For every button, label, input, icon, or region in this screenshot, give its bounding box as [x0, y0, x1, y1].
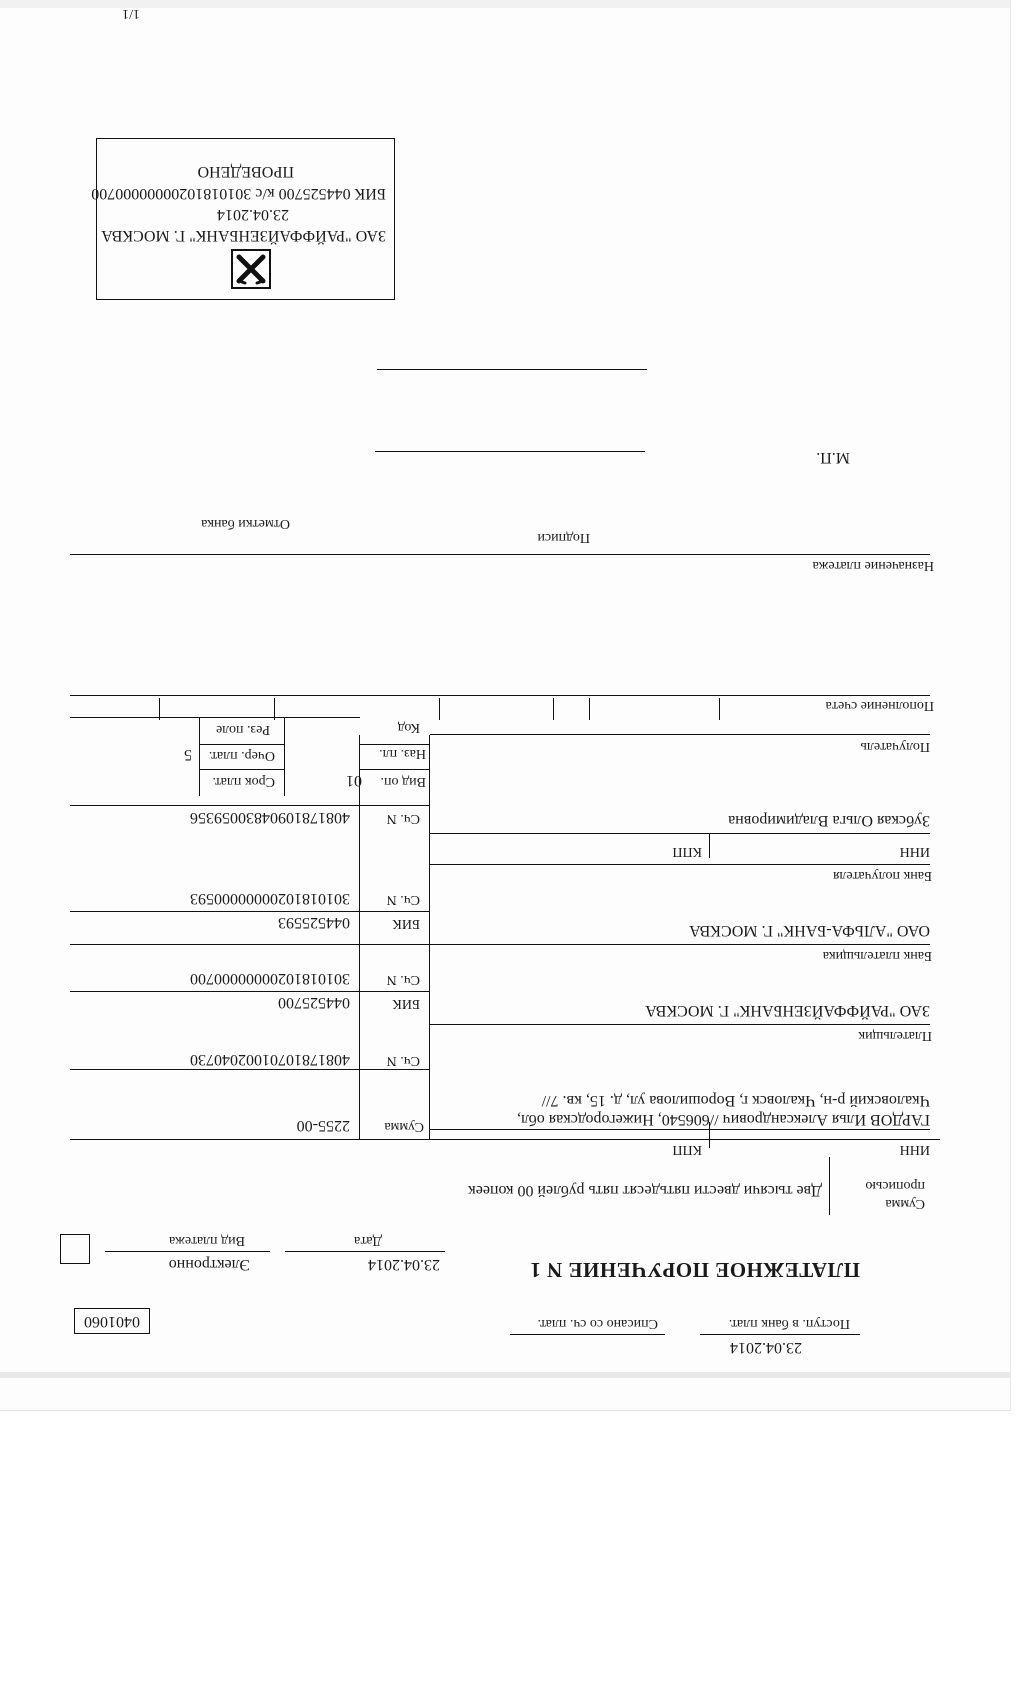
form-code-box: 0401060 [74, 1308, 150, 1334]
payee-bottom-line [430, 734, 930, 735]
tax-field-divider-1 [719, 698, 720, 720]
payee-bank-corr-label: Сч. N [386, 892, 420, 907]
date-value: 23.04.2014 [368, 1256, 440, 1273]
reserve-label: Рез. поле [215, 722, 270, 737]
payer-name-line-1: ГАРДОВ Илья Александрович //606540, Нижегородская обл, [517, 1111, 930, 1128]
payer-inn-label: ИНН [899, 1142, 930, 1157]
payee-account-value: 40817810904830059356 [190, 809, 350, 826]
payer-right-vertical [429, 735, 430, 1140]
signature-line-2 [377, 369, 647, 370]
stamp-bank-name: ЗАО "РАЙФФАЙЗЕНБАНК" Г. МОСКВА [101, 227, 386, 244]
codes-bottom-line [70, 717, 360, 718]
payee-kpp-label: КПП [672, 844, 702, 859]
tax-field-divider-2 [589, 698, 590, 720]
signatures-label: Подписи [537, 530, 590, 545]
payment-type-line [105, 1251, 270, 1252]
payer-bank-bik-line [70, 991, 430, 992]
date-label: Дата [354, 1233, 382, 1248]
payer-bank-bik-label: БИК [392, 996, 420, 1011]
tax-field-divider-3 [553, 698, 554, 720]
stamp-bik: БИК 044525700 к/с 30101810200000000700 [91, 185, 386, 202]
payer-sum-label: Сумма [384, 1119, 424, 1134]
payer-caption: Плательщик [858, 1028, 932, 1043]
payee-bank-corr-value: 30101810200000000593 [190, 890, 350, 907]
amount-words-label-2: прописью [865, 1178, 925, 1193]
codes-vertical-1 [284, 718, 285, 796]
payee-inn-line [430, 833, 930, 834]
purpose-caption: Назначение платежа [812, 558, 934, 573]
codes-vertical-2 [199, 718, 200, 796]
payment-type-label: Вид платежа [168, 1233, 245, 1248]
stamp-date: 23.04.2014 [217, 206, 289, 223]
purpose-bottom-line [70, 554, 930, 555]
payee-bank-bik-value: 044525593 [278, 914, 350, 931]
purpose-top-caption: Пополнение счета [825, 698, 934, 713]
code-label: Код [397, 720, 420, 735]
payer-sum-bottom-line [70, 1069, 430, 1070]
raiffeisen-logo-icon [231, 249, 271, 289]
payer-name-line-2: Чкаловский р-н, Чкаловск г, Ворошилова ул, д. 15, кв. 7// [541, 1092, 930, 1109]
payee-inn-divider [709, 834, 710, 858]
priority-value: 5 [184, 746, 192, 763]
amount-words-divider [829, 1157, 830, 1215]
tax-fields-bottom-line [70, 695, 930, 696]
payee-inn-label: ИНН [899, 844, 930, 859]
tax-field-divider-5 [274, 698, 275, 720]
checkbox-field [60, 1234, 90, 1264]
labels-right-vertical [359, 735, 360, 1140]
term-line [200, 769, 285, 770]
payer-bank-caption: Банк плательщика [822, 948, 932, 963]
payee-bank-caption: Банк получателя [833, 868, 932, 883]
bank-stamp [91, 138, 395, 300]
payer-sum-value: 2255-00 [296, 1117, 350, 1134]
payer-inn-line [430, 1129, 930, 1130]
payee-bank-bik-line [70, 911, 430, 912]
payer-account-value: 40817810701002040730 [190, 1051, 350, 1068]
payer-bottom-line [430, 1024, 930, 1025]
payer-bank-bottom-line [70, 944, 930, 945]
payment-type-value: Электронно [168, 1256, 250, 1273]
payer-bank-bik-value: 044525700 [278, 994, 350, 1011]
mp-label: М.П. [816, 449, 850, 466]
payee-bank-name: ОАО "АЛЬФА-БАНК" Г. МОСКВА [689, 922, 930, 939]
op-type-value: 01 [346, 772, 362, 789]
received-line [700, 1334, 860, 1335]
op-type-label: Вид оп. [380, 774, 426, 789]
amount-words-label-1: Сумма [885, 1196, 925, 1211]
term-label: Срок плат. [212, 774, 275, 789]
document-title: ПЛАТЕЖНОЕ ПОРУЧЕНИЕ N 1 [529, 1258, 860, 1282]
amount-words-bottom-line [70, 1139, 940, 1140]
payee-bank-bottom-line [430, 864, 930, 865]
page-number: 1/1 [122, 6, 140, 21]
debited-label: Списано со сч. плат. [537, 1316, 658, 1331]
received-label: Поступ. в банк плат. [728, 1316, 850, 1331]
payee-caption: Получатель [860, 739, 930, 754]
amount-words-value: Две тысячи двести пятьдесят пять рублей 00 копеек [467, 1182, 822, 1199]
op-type-line [360, 769, 430, 770]
debited-line [510, 1334, 665, 1335]
priority-label: Очер. плат. [208, 748, 275, 763]
bank-marks-label: Отметки банка [201, 516, 290, 531]
tax-field-divider-6 [159, 698, 160, 720]
stamp-logo [231, 249, 271, 289]
payer-kpp-label: КПП [672, 1142, 702, 1157]
payer-bank-corr-label: Сч. N [386, 972, 420, 987]
signature-line-1 [375, 451, 645, 452]
payee-account-line [70, 805, 430, 806]
date-line [285, 1251, 445, 1252]
received-date: 23.04.2014 [730, 1339, 802, 1356]
payee-bank-bik-label: БИК [392, 916, 420, 931]
payee-account-label: Сч. N [386, 811, 420, 826]
payer-bank-name: ЗАО "РАЙФФАЙЗЕНБАНК" Г. МОСКВА [645, 1002, 930, 1019]
purpose-code-line [360, 744, 430, 745]
payer-account-label: Сч. N [386, 1053, 420, 1068]
stamp-status: ПРОВЕДЕНО [197, 163, 294, 180]
payer-bank-corr-value: 30101810200000000700 [190, 970, 350, 987]
priority-line [200, 744, 285, 745]
tax-field-divider-4 [439, 698, 440, 720]
payee-name: Зубская Ольга Владимировна [728, 812, 930, 829]
purpose-code-label: Наз. пл. [379, 746, 426, 761]
